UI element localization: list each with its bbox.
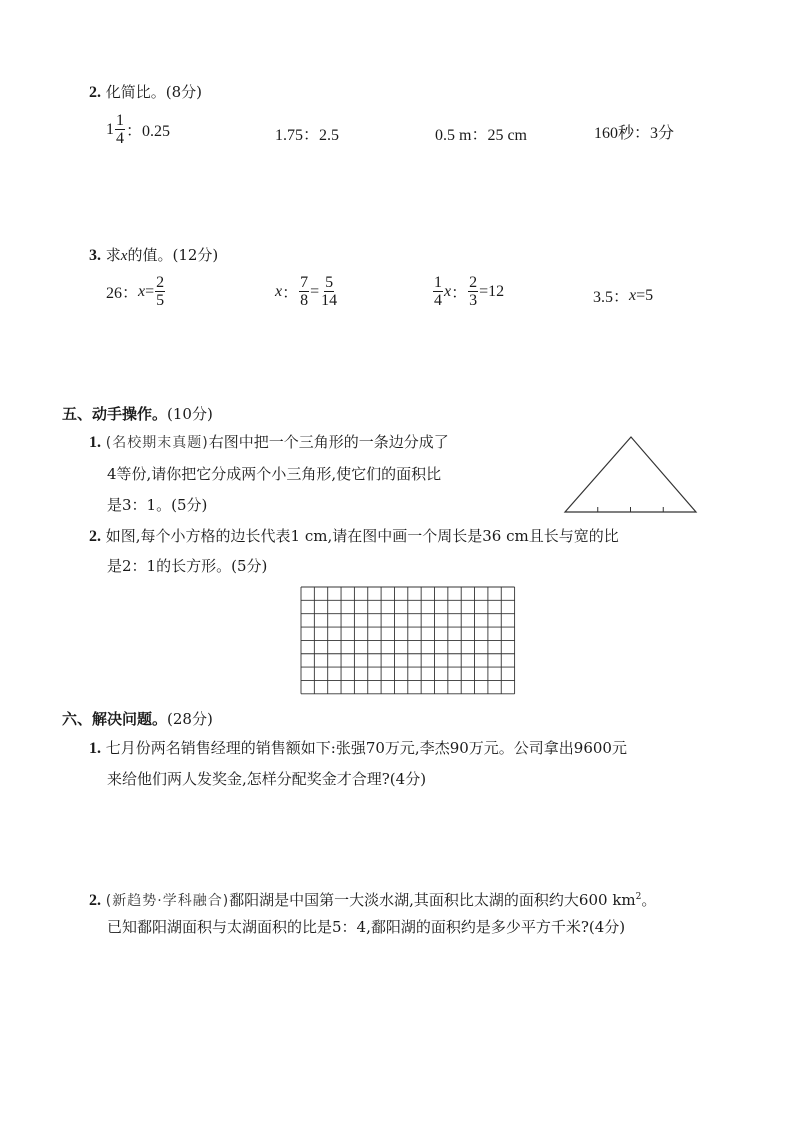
numerator: 5: [325, 274, 334, 291]
s5-q1-line3: [107, 495, 207, 515]
q3-title-var: x: [120, 248, 128, 264]
s6-q2-line1: [89, 887, 656, 911]
section6-points: (28分): [167, 710, 213, 728]
eq-colon: ：: [451, 285, 468, 302]
denominator: 4: [116, 130, 124, 147]
denominator: 4: [434, 292, 442, 309]
s6-q1-line1: [89, 738, 627, 759]
s5-q1-tag: (名校期末真题): [105, 435, 209, 451]
q3-title-pre: 求: [105, 246, 121, 264]
s5-q2-text: 如图,每个小方格的边长代表1 cm,请在图中画一个周长是36 cm且长与宽的比: [105, 527, 619, 545]
s6-q2-text: 鄱阳湖是中国第一大淡水湖,其面积比太湖的面积约大600 km: [229, 891, 636, 909]
s5-q1-text: 是3：1。(5分): [107, 496, 208, 514]
q2-number: 2.: [89, 84, 101, 101]
eq-var: x: [138, 282, 146, 300]
triangle-figure: [560, 432, 705, 518]
ratio-rest: ：0.25: [126, 123, 171, 140]
s5-q2-number: 2.: [89, 528, 101, 545]
s6-q2-tag: (新趋势·学科融合): [105, 893, 230, 909]
s5-q2-line2: [107, 556, 267, 576]
s5-q2-line1: [89, 526, 619, 547]
denominator: 5: [156, 292, 165, 309]
ratio-text: 0.5 m：25 cm: [435, 127, 527, 144]
q3-item-2: [275, 274, 339, 309]
denominator: 3: [469, 292, 478, 309]
square-grid[interactable]: [300, 586, 517, 695]
fraction: [433, 274, 443, 309]
eq-colon: ：: [282, 285, 299, 302]
fraction: [155, 274, 165, 309]
section6-title: 六、解决问题。: [62, 710, 168, 728]
s6-q2-line2: [107, 917, 625, 937]
q3-item-3: [432, 274, 504, 309]
s5-q1-line1: [89, 432, 449, 453]
q3-number: 3.: [89, 247, 101, 264]
fraction: [115, 112, 125, 147]
numerator: 2: [156, 274, 165, 291]
eq-var: x: [275, 282, 283, 300]
section5-title: 五、动手操作。: [62, 405, 168, 423]
q3-item-4: [593, 284, 653, 307]
denominator: 14: [321, 292, 338, 309]
q3-title-post: 的值。(12分): [127, 246, 219, 264]
q2-title: 化简比。(8分): [105, 83, 203, 101]
fraction: [468, 274, 478, 309]
q2-item-3: [435, 122, 527, 145]
s6-q2-superscript: 2: [635, 892, 642, 902]
s6-q2-number: 2.: [89, 892, 101, 909]
ratio-text: 160秒：3分: [594, 125, 675, 142]
s5-q1-number: 1.: [89, 434, 101, 451]
mixed-whole: 1: [106, 120, 114, 138]
q3-item-1: [106, 274, 166, 309]
numerator: 1: [116, 112, 124, 129]
s6-q1-number: 1.: [89, 740, 101, 757]
s5-q1-text: 4等份,请你把它分成两个小三角形,使它们的面积比: [107, 465, 442, 483]
q2-item-1: [106, 112, 170, 147]
eq-sign: =: [145, 282, 155, 300]
s6-q2-text: 已知鄱阳湖面积与太湖面积的比是5：4,鄱阳湖的面积约是多少平方千米?(4分): [107, 918, 626, 936]
eq-sign: =: [310, 282, 320, 300]
numerator: 7: [300, 274, 309, 291]
q2-item-4: [594, 120, 674, 143]
s6-q1-text: 来给他们两人发奖金,怎样分配奖金才合理?(4分): [107, 770, 427, 788]
s6-q1-text: 七月份两名销售经理的销售额如下:张强70万元,李杰90万元。公司拿出9600元: [105, 739, 627, 757]
s5-q1-text: 右图中把一个三角形的一条边分成了: [208, 433, 449, 451]
eq-pre: 3.5：: [593, 289, 630, 306]
s5-q1-line2: [107, 464, 441, 484]
section6-heading: [62, 708, 213, 729]
denominator: 8: [300, 292, 309, 309]
numerator: 1: [434, 274, 442, 291]
q2-heading: [89, 82, 202, 103]
triangle: [565, 437, 696, 512]
eq-pre: 26：: [106, 285, 139, 302]
eq-rest: =12: [479, 282, 505, 300]
eq-var: x: [629, 286, 637, 304]
eq-var: x: [444, 282, 452, 300]
ratio-text: 1.75：2.5: [275, 127, 340, 144]
s5-q2-text: 是2：1的长方形。(5分): [107, 557, 268, 575]
q2-item-2: [275, 122, 339, 145]
s6-q2-text-end: 。: [641, 891, 657, 909]
base-ticks: [598, 507, 664, 512]
q3-heading: [89, 245, 218, 266]
section5-points: (10分): [167, 405, 213, 423]
fraction: [320, 274, 338, 309]
s6-q1-line2: [107, 769, 426, 789]
section5-heading: [62, 403, 213, 424]
numerator: 2: [469, 274, 478, 291]
fraction: [299, 274, 309, 309]
eq-rest: =5: [636, 286, 654, 304]
